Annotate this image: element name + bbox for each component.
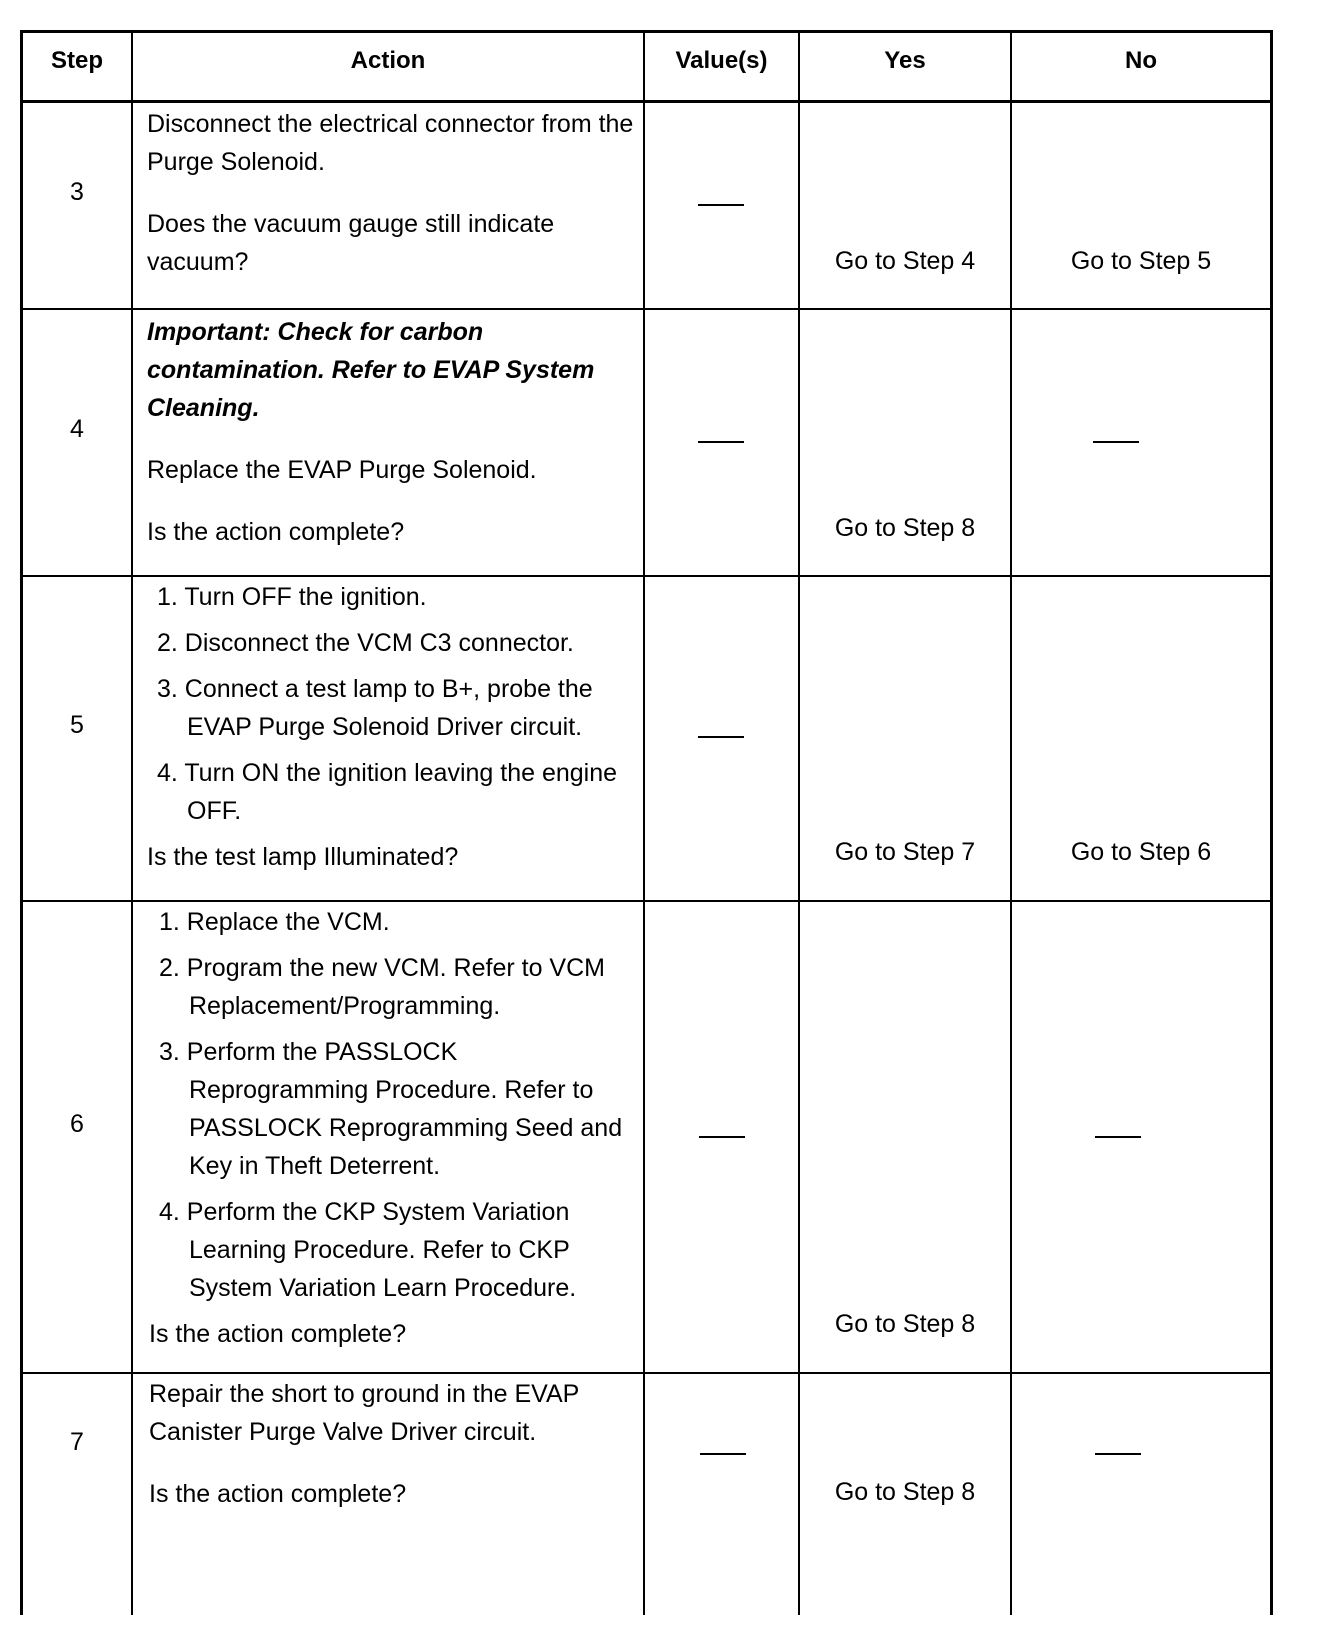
yes-goto: Go to Step 4	[834, 247, 976, 275]
value-dash	[698, 204, 744, 206]
header-values: Value(s)	[675, 47, 768, 74]
procedure-step: 2. Program the new VCM. Refer to VCM Replacement/Programming.	[159, 954, 605, 1020]
value-dash	[699, 1136, 745, 1138]
step-number: 3	[70, 178, 84, 206]
yes-goto: Go to Step 7	[834, 838, 976, 866]
procedure-step: 1. Turn OFF the ignition.	[157, 583, 427, 611]
no-dash	[1095, 1453, 1141, 1455]
row-divider	[23, 575, 1270, 577]
action-text: Repair the short to ground in the EVAP Canister Purge Valve Driver circuit.	[149, 1380, 579, 1446]
value-dash	[698, 441, 744, 443]
action-text: Disconnect the electrical connector from the Purge Solenoid.	[147, 110, 634, 176]
action-question: Does the vacuum gauge still indicate vacuum?	[147, 210, 555, 276]
column-divider	[643, 33, 645, 1615]
yes-goto: Go to Step 8	[834, 1310, 976, 1338]
no-dash	[1093, 441, 1139, 443]
action-question: Is the action complete?	[149, 1320, 407, 1348]
action-cell	[149, 1375, 639, 1513]
action-cell	[147, 578, 637, 876]
action-cell	[147, 313, 639, 551]
procedure-step: 4. Turn ON the ignition leaving the engine OFF.	[157, 759, 618, 825]
important-note: Important: Check for carbon contamination. Refer to EVAP System Cleaning.	[147, 318, 595, 422]
procedure-step: 1. Replace the VCM.	[159, 908, 390, 936]
header-action: Action	[350, 47, 426, 74]
action-question: Is the test lamp Illuminated?	[147, 843, 459, 871]
action-cell	[149, 903, 639, 1353]
diagnostic-table	[20, 30, 1273, 1615]
action-question: Is the action complete?	[149, 1480, 407, 1508]
procedure-step: 3. Perform the PASSLOCK Reprogramming Procedure. Refer to PASSLOCK Reprogramming Seed and Key in Theft Deterrent.	[159, 1038, 623, 1180]
row-divider	[23, 900, 1270, 902]
procedure-list	[149, 903, 639, 1307]
header-no: No	[1125, 47, 1157, 74]
step-number: 7	[70, 1428, 84, 1456]
header-step: Step	[50, 47, 103, 74]
no-dash	[1095, 1136, 1141, 1138]
procedure-step: 2. Disconnect the VCM C3 connector.	[157, 629, 574, 657]
procedure-step: 3. Connect a test lamp to B+, probe the EVAP Purge Solenoid Driver circuit.	[157, 675, 593, 741]
step-number: 6	[70, 1110, 84, 1138]
action-cell	[147, 105, 637, 281]
column-divider	[131, 33, 133, 1615]
no-goto: Go to Step 5	[1070, 247, 1212, 275]
action-question: Is the action complete?	[147, 518, 405, 546]
procedure-step: 4. Perform the CKP System Variation Learning Procedure. Refer to CKP System Variation Learn Procedure.	[159, 1198, 577, 1302]
step-number: 4	[70, 415, 84, 443]
yes-goto: Go to Step 8	[834, 514, 976, 542]
value-dash	[698, 736, 744, 738]
header-yes: Yes	[884, 47, 926, 74]
row-divider	[23, 1372, 1270, 1374]
row-divider	[23, 100, 1270, 103]
value-dash	[700, 1453, 746, 1455]
action-text: Replace the EVAP Purge Solenoid.	[147, 456, 537, 484]
step-number: 5	[70, 711, 84, 739]
row-divider	[23, 308, 1270, 310]
yes-goto: Go to Step 8	[834, 1478, 976, 1506]
no-goto: Go to Step 6	[1070, 838, 1212, 866]
procedure-list	[147, 578, 637, 830]
